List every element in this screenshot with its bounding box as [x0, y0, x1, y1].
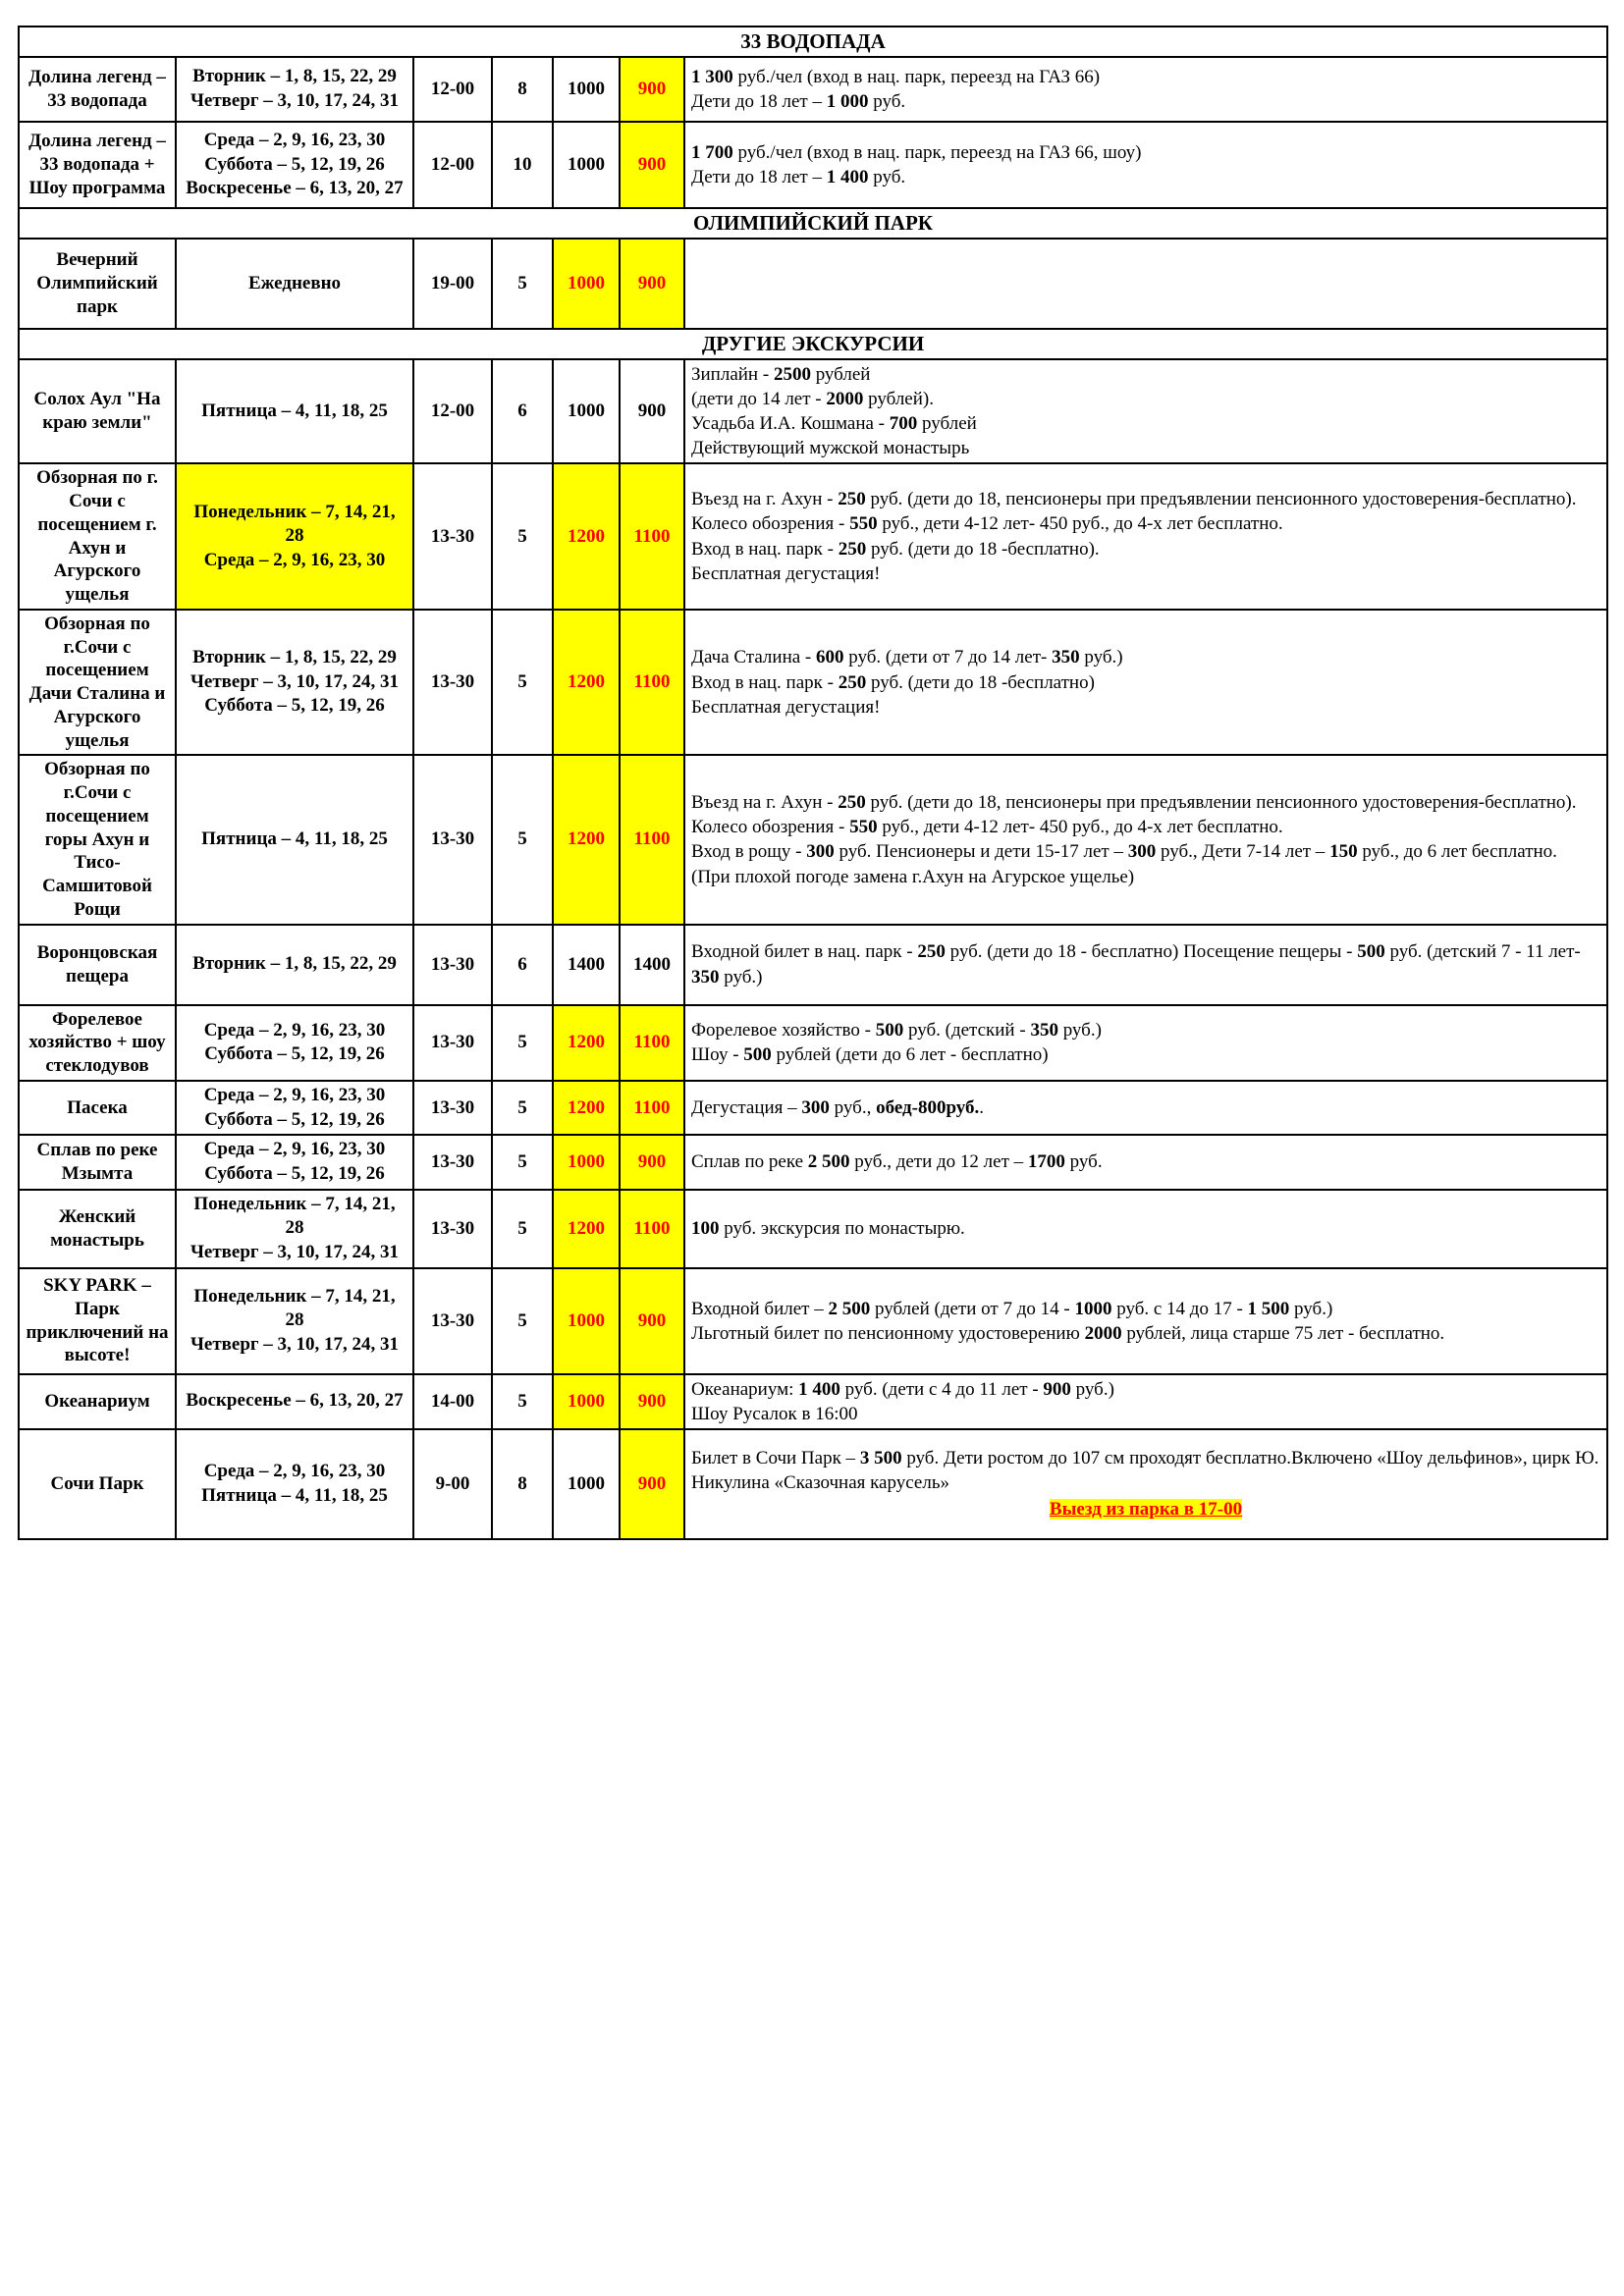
duration-cell: 5 — [492, 1135, 553, 1189]
note-line: Колесо обозрения - 550 руб., дети 4-12 лет- 450 руб., до 4-х лет бесплатно. — [691, 817, 1283, 838]
price-child-cell — [620, 359, 684, 463]
section-header-row — [19, 27, 1607, 57]
note-line: Дача Сталина - 600 руб. (дети от 7 до 14 лет- 350 руб.) — [691, 647, 1123, 668]
day-line: Понедельник – 7, 14, 21, 28 — [193, 1193, 396, 1239]
time-cell: 12-00 — [413, 122, 492, 208]
table-row — [19, 239, 1607, 329]
note-cell — [684, 239, 1607, 329]
duration-cell: 5 — [492, 610, 553, 756]
price-value: 1000 — [568, 400, 605, 422]
days-cell — [176, 239, 413, 329]
note-line: Дети до 18 лет – 1 400 руб. — [691, 167, 906, 187]
departure-alert: Выезд из парка в 17-00 — [1049, 1499, 1243, 1521]
price-value: 1000 — [568, 1309, 605, 1331]
note-cell — [684, 925, 1607, 1005]
price-value: 1000 — [568, 1472, 605, 1494]
excursion-name-cell: Пасека — [19, 1081, 176, 1135]
price-child-cell — [620, 925, 684, 1005]
price-child-cell — [620, 1374, 684, 1429]
price-value: 900 — [637, 400, 667, 422]
time-cell: 13-30 — [413, 463, 492, 610]
price-value: 1000 — [568, 273, 605, 294]
day-line: Вторник – 1, 8, 15, 22, 29 — [192, 647, 397, 668]
price-child-cell — [620, 57, 684, 122]
price-adult-cell — [553, 122, 620, 208]
time-cell: 13-30 — [413, 610, 492, 756]
time-cell: 13-30 — [413, 1005, 492, 1081]
price-value: 1400 — [568, 953, 605, 975]
time-cell: 13-30 — [413, 925, 492, 1005]
note-line: Океанариум: 1 400 руб. (дети с 4 до 11 лет - 900 руб.) — [691, 1378, 1114, 1400]
table-row — [19, 57, 1607, 122]
price-value: 1100 — [633, 1217, 671, 1239]
duration-cell: 5 — [492, 1005, 553, 1081]
duration-cell: 5 — [492, 1268, 553, 1374]
note-cell — [684, 359, 1607, 463]
day-line: Вторник – 1, 8, 15, 22, 29 — [192, 953, 397, 975]
time-cell: 13-30 — [413, 755, 492, 924]
table-row — [19, 755, 1607, 924]
day-line: Среда – 2, 9, 16, 23, 30 — [203, 1019, 386, 1041]
note-line: Дегустация – 300 руб., обед-800руб.. — [691, 1096, 985, 1118]
price-value: 1100 — [633, 525, 671, 547]
price-adult-cell — [553, 1429, 620, 1539]
table-row — [19, 359, 1607, 463]
price-value: 1200 — [568, 671, 605, 693]
note-line: Сплав по реке 2 500 руб., дети до 12 лет – 1700 руб. — [691, 1151, 1103, 1173]
section-header-row — [19, 208, 1607, 239]
note-line: Форелевое хозяйство - 500 руб. (детский - 350 руб.) — [691, 1020, 1102, 1041]
table-row — [19, 1081, 1607, 1135]
day-line: Вторник – 1, 8, 15, 22, 29 — [192, 66, 397, 87]
day-line: Четверг – 3, 10, 17, 24, 31 — [189, 90, 400, 111]
duration-cell: 5 — [492, 1374, 553, 1429]
excursion-name-cell: SKY PARK – Парк приключений на высоте! — [19, 1268, 176, 1374]
day-line: Суббота – 5, 12, 19, 26 — [204, 1108, 385, 1130]
price-child-cell — [620, 1005, 684, 1081]
excursion-name-cell: Сочи Парк — [19, 1429, 176, 1539]
price-adult-cell — [553, 359, 620, 463]
days-cell — [176, 122, 413, 208]
section-title: 33 ВОДОПАДА — [19, 27, 1607, 57]
note-line: Въезд на г. Ахун - 250 руб. (дети до 18, пенсионеры при предъявлении пенсионного удостоверения-бесплатно). — [691, 489, 1577, 510]
note-line: Дети до 18 лет – 1 000 руб. — [691, 91, 906, 112]
note-line: Вход в нац. парк - 250 руб. (дети до 18 -бесплатно) — [691, 671, 1095, 693]
time-cell: 14-00 — [413, 1374, 492, 1429]
price-value: 900 — [637, 1390, 667, 1412]
day-line: Суббота – 5, 12, 19, 26 — [204, 695, 385, 717]
price-child-cell — [620, 755, 684, 924]
note-line: Бесплатная дегустация! — [691, 562, 881, 584]
day-line: Пятница – 4, 11, 18, 25 — [201, 1484, 388, 1506]
days-cell — [176, 359, 413, 463]
price-child-cell — [620, 610, 684, 756]
price-value: 1400 — [633, 953, 671, 975]
duration-cell: 8 — [492, 1429, 553, 1539]
price-adult-cell — [553, 1190, 620, 1268]
duration-cell: 5 — [492, 755, 553, 924]
note-cell — [684, 1374, 1607, 1429]
price-child-cell — [620, 1268, 684, 1374]
day-line: Пятница – 4, 11, 18, 25 — [201, 828, 388, 850]
note-cell — [684, 1190, 1607, 1268]
table-row — [19, 1429, 1607, 1539]
price-value: 1200 — [568, 1096, 605, 1118]
time-cell: 13-30 — [413, 1268, 492, 1374]
note-cell — [684, 1429, 1607, 1539]
price-adult-cell — [553, 1268, 620, 1374]
days-cell — [176, 1081, 413, 1135]
duration-cell: 5 — [492, 1190, 553, 1268]
note-line: Шоу - 500 рублей (дети до 6 лет - бесплатно) — [691, 1044, 1049, 1066]
excursion-name-cell: Вечерний Олимпийский парк — [19, 239, 176, 329]
price-adult-cell — [553, 925, 620, 1005]
time-cell: 12-00 — [413, 359, 492, 463]
duration-cell: 8 — [492, 57, 553, 122]
price-value: 900 — [637, 273, 667, 294]
days-cell — [176, 1268, 413, 1374]
note-line: (дети до 14 лет - 2000 рублей). — [691, 389, 934, 410]
price-value: 1200 — [568, 525, 605, 547]
price-value: 1200 — [568, 1032, 605, 1053]
excursion-name-cell: Женский монастырь — [19, 1190, 176, 1268]
excursion-table-body — [19, 27, 1607, 1539]
day-line: Среда – 2, 9, 16, 23, 30 — [203, 1139, 386, 1160]
excursion-name-cell: Долина легенд – 33 водопада + Шоу программа — [19, 122, 176, 208]
note-cell — [684, 610, 1607, 756]
note-cell — [684, 463, 1607, 610]
price-value: 900 — [637, 154, 667, 175]
price-adult-cell — [553, 1135, 620, 1189]
duration-cell: 10 — [492, 122, 553, 208]
days-cell — [176, 755, 413, 924]
table-row — [19, 1135, 1607, 1189]
note-line: Действующий мужской монастырь — [691, 438, 970, 459]
price-child-cell — [620, 239, 684, 329]
time-cell: 9-00 — [413, 1429, 492, 1539]
price-value: 1000 — [568, 1390, 605, 1412]
price-child-cell — [620, 463, 684, 610]
day-line: Среда – 2, 9, 16, 23, 30 — [203, 129, 386, 150]
excursion-name-cell: Солох Аул "На краю земли" — [19, 359, 176, 463]
table-row — [19, 1374, 1607, 1429]
note-cell — [684, 1081, 1607, 1135]
section-title: ОЛИМПИЙСКИЙ ПАРК — [19, 208, 1607, 239]
note-cell — [684, 1268, 1607, 1374]
day-line: Воскресенье – 6, 13, 20, 27 — [186, 1390, 404, 1412]
note-line: (При плохой погоде замена г.Ахун на Агурское ущелье) — [691, 866, 1135, 887]
price-value: 900 — [637, 1309, 667, 1331]
price-value: 1200 — [568, 1217, 605, 1239]
note-line: Входной билет в нац. парк - 250 руб. (дети до 18 - бесплатно) Посещение пещеры - 500 руб. (детский 7 - 11 лет- 350 руб.) — [691, 941, 1581, 988]
days-cell — [176, 1374, 413, 1429]
duration-cell: 5 — [492, 463, 553, 610]
price-value: 1100 — [633, 1096, 671, 1118]
note-cell — [684, 1005, 1607, 1081]
duration-cell: 5 — [492, 1081, 553, 1135]
price-value: 900 — [637, 1150, 667, 1172]
note-line: Входной билет – 2 500 рублей (дети от 7 до 14 - 1000 руб. с 14 до 17 - 1 500 руб.) — [691, 1298, 1333, 1319]
note-cell — [684, 122, 1607, 208]
days-cell — [176, 1135, 413, 1189]
days-cell — [176, 925, 413, 1005]
excursion-name-cell: Обзорная по г.Сочи с посещением горы Ахун и Тисо-Самшитовой Рощи — [19, 755, 176, 924]
price-value: 1100 — [633, 828, 671, 850]
note-line: Колесо обозрения - 550 руб., дети 4-12 лет- 450 руб., до 4-х лет бесплатно. — [691, 513, 1283, 535]
days-cell — [176, 463, 413, 610]
excursion-name-cell: Сплав по реке Мзымта — [19, 1135, 176, 1189]
section-header-row — [19, 329, 1607, 359]
days-cell — [176, 1429, 413, 1539]
excursion-name-cell: Форелевое хозяйство + шоу стеклодувов — [19, 1005, 176, 1081]
note-alert-line — [691, 1497, 1600, 1522]
day-line: Суббота – 5, 12, 19, 26 — [204, 1043, 385, 1065]
price-adult-cell — [553, 1005, 620, 1081]
table-row — [19, 463, 1607, 610]
price-adult-cell — [553, 1081, 620, 1135]
price-child-cell — [620, 1081, 684, 1135]
table-row — [19, 925, 1607, 1005]
price-adult-cell — [553, 1374, 620, 1429]
excursion-name-cell: Долина легенд – 33 водопада — [19, 57, 176, 122]
excursion-name-cell: Океанариум — [19, 1374, 176, 1429]
days-cell — [176, 57, 413, 122]
section-title: ДРУГИЕ ЭКСКУРСИИ — [19, 329, 1607, 359]
table-row — [19, 122, 1607, 208]
time-cell: 12-00 — [413, 57, 492, 122]
duration-cell: 6 — [492, 359, 553, 463]
time-cell: 19-00 — [413, 239, 492, 329]
day-line: Среда – 2, 9, 16, 23, 30 — [203, 1084, 386, 1105]
duration-cell: 6 — [492, 925, 553, 1005]
day-line: Ежедневно — [247, 272, 342, 294]
note-line: Билет в Сочи Парк – 3 500 руб. Дети ростом до 107 см проходят бесплатно.Включено «Шоу дельфинов», цирк Ю. Никулина «Сказочная карусель» — [691, 1448, 1599, 1494]
note-line: Шоу Русалок в 16:00 — [691, 1403, 858, 1424]
note-line: 1 300 руб./чел (вход в нац. парк, переезд на ГАЗ 66) — [691, 66, 1101, 87]
table-row — [19, 1005, 1607, 1081]
duration-cell: 5 — [492, 239, 553, 329]
price-value: 1000 — [568, 154, 605, 175]
price-value: 1000 — [568, 1150, 605, 1172]
day-line: Среда – 2, 9, 16, 23, 30 — [203, 1461, 386, 1482]
table-row — [19, 1190, 1607, 1268]
day-line: Пятница – 4, 11, 18, 25 — [201, 400, 388, 421]
note-cell — [684, 1135, 1607, 1189]
excursion-name-cell: Воронцовская пещера — [19, 925, 176, 1005]
table-row — [19, 610, 1607, 756]
price-value: 1100 — [633, 1032, 671, 1053]
note-cell — [684, 755, 1607, 924]
price-child-cell — [620, 122, 684, 208]
price-adult-cell — [553, 755, 620, 924]
time-cell: 13-30 — [413, 1135, 492, 1189]
note-line: 100 руб. экскурсия по монастырю. — [691, 1218, 965, 1240]
time-cell: 13-30 — [413, 1190, 492, 1268]
excursion-name-cell: Обзорная по г. Сочи с посещением г. Ахун и Агурского ущелья — [19, 463, 176, 610]
day-line: Понедельник – 7, 14, 21, 28 — [193, 501, 396, 547]
price-child-cell — [620, 1135, 684, 1189]
note-line: Зиплайн - 2500 рублей — [691, 364, 871, 385]
note-line: Льготный билет по пенсионному удостоверению 2000 рублей, лица старше 75 лет - бесплатно. — [691, 1322, 1445, 1344]
price-value: 1000 — [568, 79, 605, 99]
table-row — [19, 1268, 1607, 1374]
day-line: Четверг – 3, 10, 17, 24, 31 — [189, 1333, 400, 1355]
time-cell: 13-30 — [413, 1081, 492, 1135]
price-value: 900 — [637, 79, 667, 99]
day-line: Воскресенье – 6, 13, 20, 27 — [186, 178, 404, 199]
note-line: Вход в рощу - 300 руб. Пенсионеры и дети 15-17 лет – 300 руб., Дети 7-14 лет – 150 руб., до 6 лет бесплатно. — [691, 841, 1557, 863]
day-line: Среда – 2, 9, 16, 23, 30 — [203, 549, 386, 570]
note-line: 1 700 руб./чел (вход в нац. парк, переезд на ГАЗ 66, шоу) — [691, 141, 1142, 163]
price-adult-cell — [553, 57, 620, 122]
excursion-table — [18, 26, 1608, 1540]
excursion-name-cell: Обзорная по г.Сочи с посещением Дачи Сталина и Агурского ущелья — [19, 610, 176, 756]
note-line: Вход в нац. парк - 250 руб. (дети до 18 -бесплатно). — [691, 538, 1100, 560]
price-value: 1200 — [568, 828, 605, 850]
days-cell — [176, 1190, 413, 1268]
day-line: Понедельник – 7, 14, 21, 28 — [193, 1285, 396, 1331]
price-adult-cell — [553, 239, 620, 329]
price-child-cell — [620, 1190, 684, 1268]
note-line: Бесплатная дегустация! — [691, 696, 881, 718]
day-line: Четверг – 3, 10, 17, 24, 31 — [189, 670, 400, 692]
price-value: 1100 — [633, 671, 671, 693]
day-line: Суббота – 5, 12, 19, 26 — [204, 1162, 385, 1184]
note-line: Въезд на г. Ахун - 250 руб. (дети до 18, пенсионеры при предъявлении пенсионного удостоверения-бесплатно). — [691, 792, 1577, 814]
days-cell — [176, 1005, 413, 1081]
days-cell — [176, 610, 413, 756]
note-cell — [684, 57, 1607, 122]
price-adult-cell — [553, 463, 620, 610]
price-child-cell — [620, 1429, 684, 1539]
day-line: Суббота – 5, 12, 19, 26 — [204, 153, 385, 175]
price-adult-cell — [553, 610, 620, 756]
day-line: Четверг – 3, 10, 17, 24, 31 — [189, 1241, 400, 1262]
note-line: Усадьба И.А. Кошмана - 700 рублей — [691, 413, 977, 435]
price-value: 900 — [637, 1472, 667, 1494]
